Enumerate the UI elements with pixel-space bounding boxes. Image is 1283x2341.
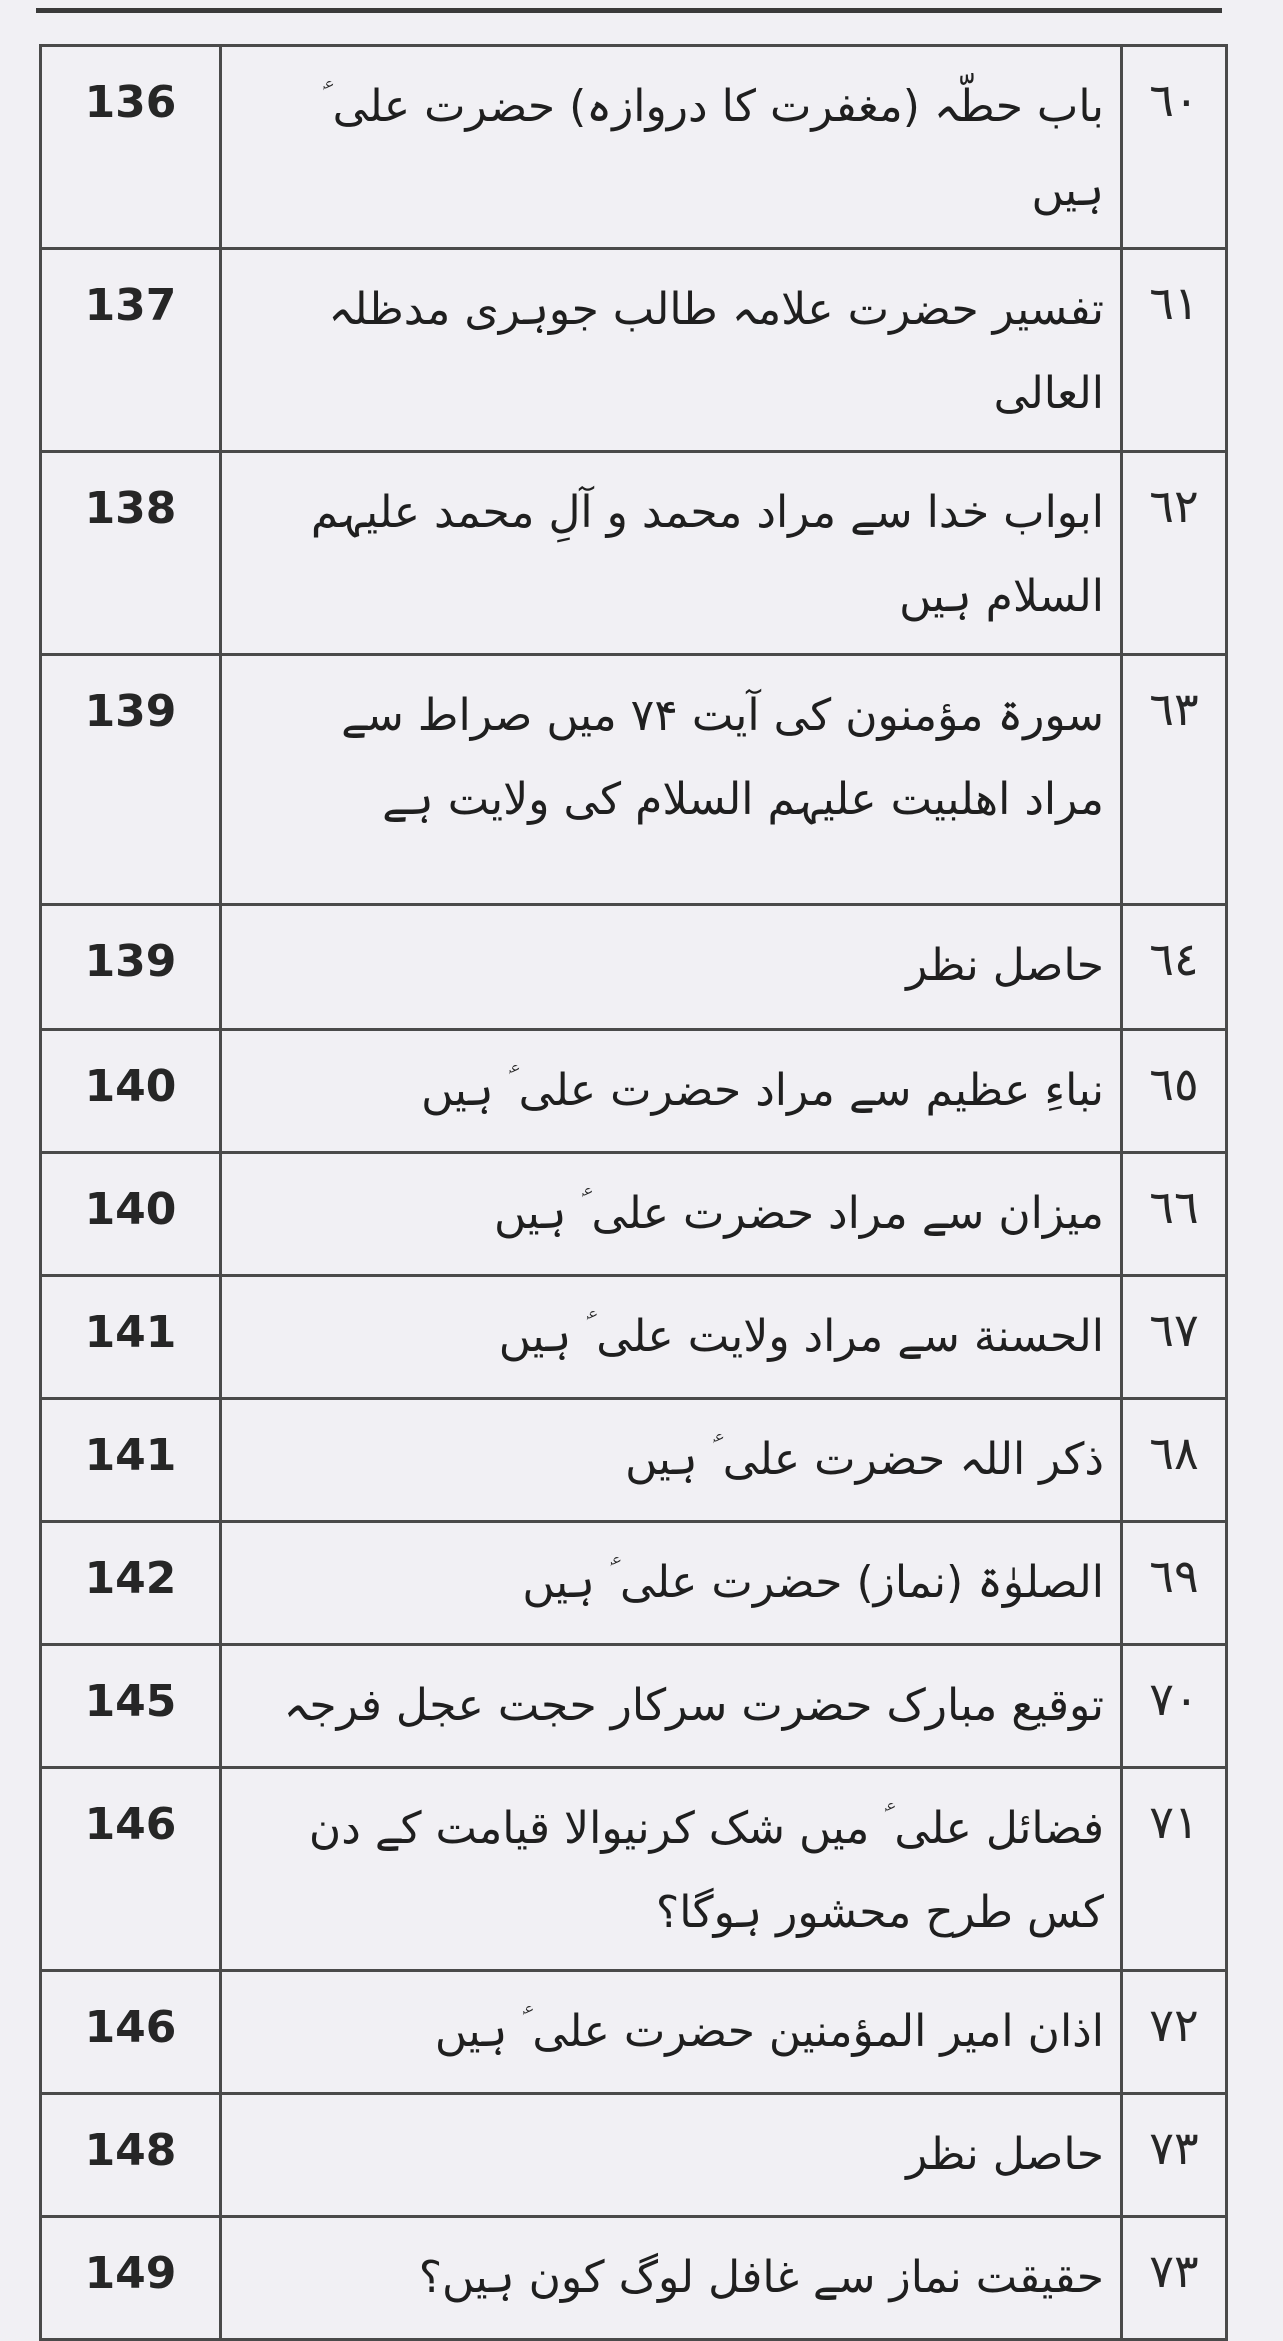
entry-title: سورۃ مؤمنون کی آیت ۷۴ میں صراط سے مراد اھلبیت علیہم السلام کی ولایت ہے (221, 655, 1122, 905)
entry-number: ٦٥ (1122, 1030, 1227, 1153)
table-row (41, 655, 1227, 905)
page-number: 146 (41, 1971, 221, 2094)
table-row (41, 2217, 1227, 2340)
entry-number: ۷۱ (1122, 1768, 1227, 1971)
entry-number: ٦٠ (1122, 46, 1227, 249)
page-number: 139 (41, 655, 221, 905)
page-number: 142 (41, 1522, 221, 1645)
entry-title: ذکر اللہ حضرت علی ؑ ہیں (221, 1399, 1122, 1522)
entry-number: ۷۳ (1122, 2094, 1227, 2217)
page-number: 145 (41, 1645, 221, 1768)
entry-title: تفسیر حضرت علامہ طالب جوہری مدظلہ العالی (221, 249, 1122, 452)
table-row (41, 46, 1227, 249)
entry-title: باب حطّہ (مغفرت کا دروازہ) حضرت علی ؑ ہیں (221, 46, 1122, 249)
table-row (41, 1645, 1227, 1768)
page-number: 141 (41, 1276, 221, 1399)
entry-title: توقیع مبارک حضرت سرکار حجت عجل فرجہ (221, 1645, 1122, 1768)
page-number: 138 (41, 452, 221, 655)
page-number: 141 (41, 1399, 221, 1522)
entry-number: ٦٧ (1122, 1276, 1227, 1399)
entry-title: اذان امیر المؤمنین حضرت علی ؑ ہیں (221, 1971, 1122, 2094)
entry-title: حقیقت نماز سے غافل لوگ کون ہیں؟ (221, 2217, 1122, 2340)
page-number: 136 (41, 46, 221, 249)
entry-title: نباءِ عظیم سے مراد حضرت علی ؑ ہیں (221, 1030, 1122, 1153)
table-row (41, 905, 1227, 1030)
contents-table (39, 44, 1228, 2341)
entry-title: حاصل نظر (221, 905, 1122, 1030)
page-number: 146 (41, 1768, 221, 1971)
table-row (41, 1522, 1227, 1645)
page-number: 140 (41, 1153, 221, 1276)
entry-number: ٦١ (1122, 249, 1227, 452)
entry-title: ابواب خدا سے مراد محمد و آلِ محمد علیہم السلام ہیں (221, 452, 1122, 655)
table-row (41, 249, 1227, 452)
entry-number: ٦٢ (1122, 452, 1227, 655)
page-number: 139 (41, 905, 221, 1030)
entry-title: الحسنة سے مراد ولایت علی ؑ ہیں (221, 1276, 1122, 1399)
entry-title: میزان سے مراد حضرت علی ؑ ہیں (221, 1153, 1122, 1276)
table-row (41, 1768, 1227, 1971)
entry-number: ٧٠ (1122, 1645, 1227, 1768)
entry-number: ٦٣ (1122, 655, 1227, 905)
table-row (41, 2094, 1227, 2217)
table-row (41, 1153, 1227, 1276)
entry-number: ۷۲ (1122, 1971, 1227, 2094)
page-number: 137 (41, 249, 221, 452)
entry-number: ٦٩ (1122, 1522, 1227, 1645)
entry-number: ۷۳ (1122, 2217, 1227, 2340)
table-row (41, 1276, 1227, 1399)
entry-number: ٦٦ (1122, 1153, 1227, 1276)
entry-title: فضائل علی ؑ میں شک کرنیوالا قیامت کے دن کس طرح محشور ہوگا؟ (221, 1768, 1122, 1971)
page-number: 140 (41, 1030, 221, 1153)
top-rule (36, 8, 1222, 13)
entry-number: ٦٨ (1122, 1399, 1227, 1522)
entry-title: حاصل نظر (221, 2094, 1122, 2217)
table-row (41, 1971, 1227, 2094)
table-row (41, 1030, 1227, 1153)
table-row (41, 1399, 1227, 1522)
table-row (41, 452, 1227, 655)
entry-number: ٦٤ (1122, 905, 1227, 1030)
page-number: 149 (41, 2217, 221, 2340)
entry-title: الصلوٰۃ (نماز) حضرت علی ؑ ہیں (221, 1522, 1122, 1645)
page-number: 148 (41, 2094, 221, 2217)
